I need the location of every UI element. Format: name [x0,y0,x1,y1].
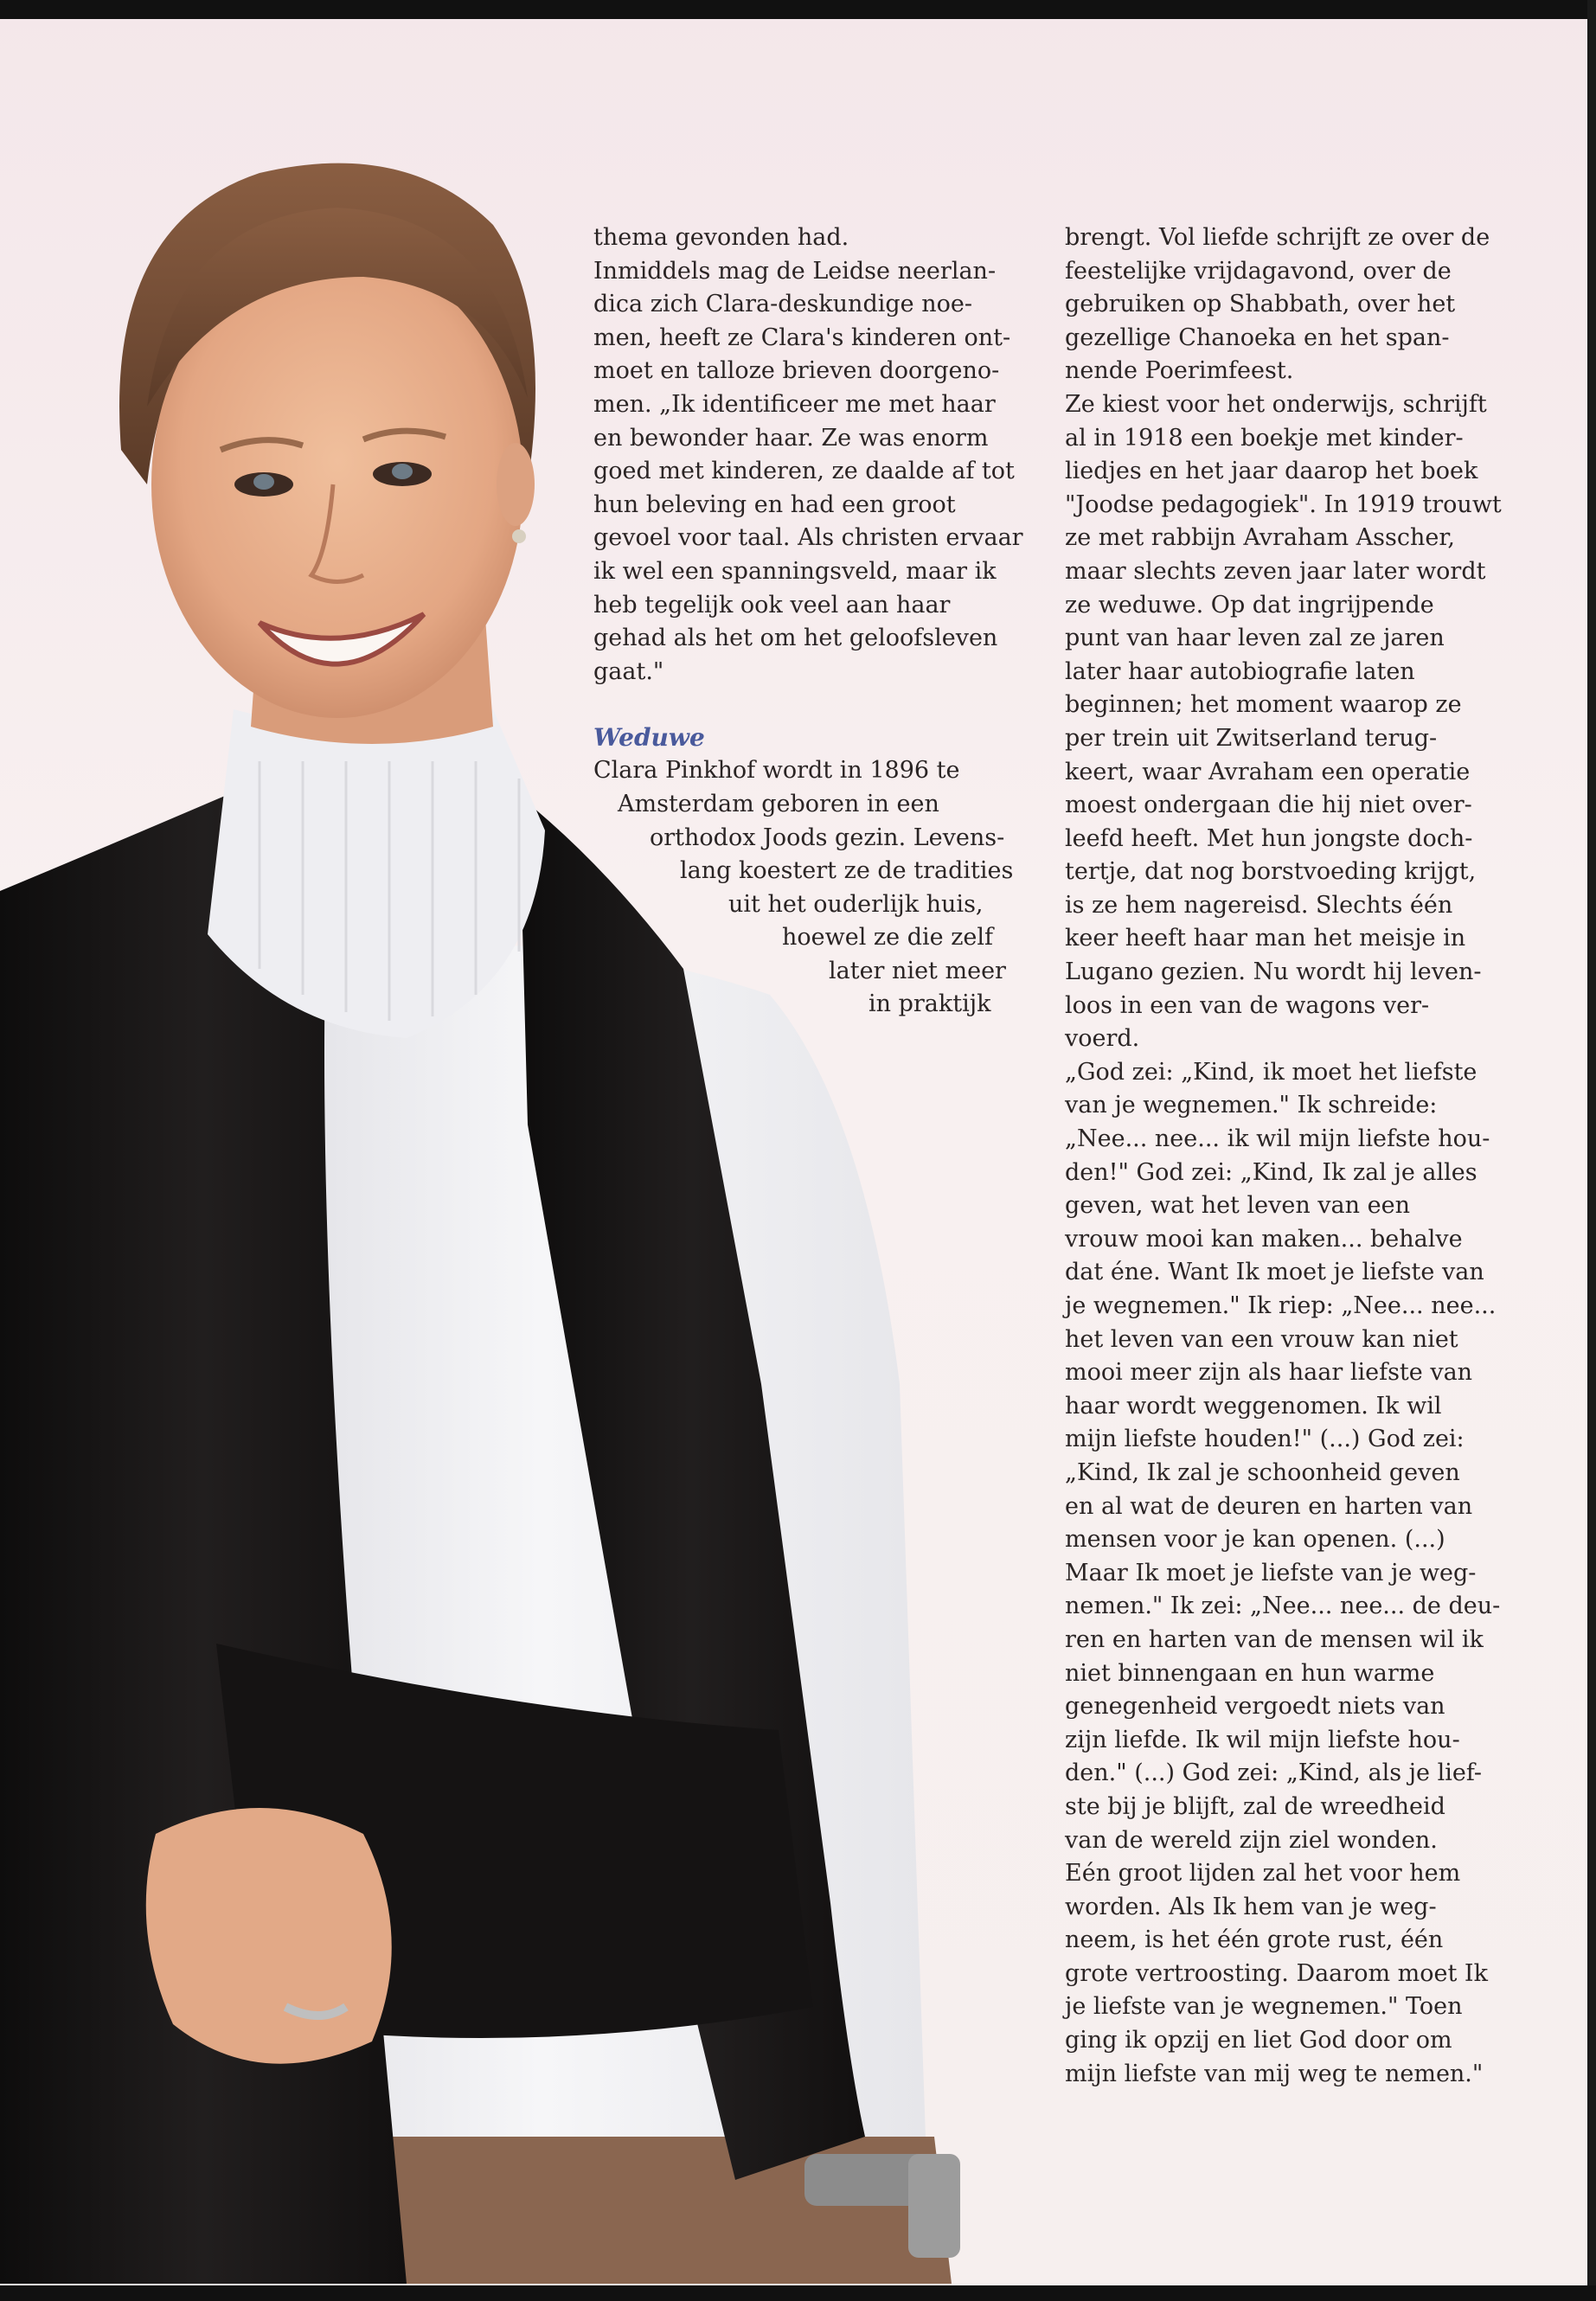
text-line: liedjes en het jaar daarop het boek [1065,458,1478,485]
text-line: Ze kiest voor het onderwijs, schrijft [1065,390,1487,418]
text-line: den." (...) God zei: „Kind, als je lief- [1065,1759,1482,1787]
text-line: al in 1918 een boekje met kinder- [1065,424,1464,452]
text-line: den!" God zei: „Kind, Ik zal je alles [1065,1158,1477,1186]
text-line: lang koestert ze de tradities [680,857,1014,885]
text-line: gebruiken op Shabbath, over het [1065,291,1456,318]
text-line: punt van haar leven zal ze jaren [1065,625,1445,652]
text-line: ste bij je blijft, zal de wreedheid [1065,1792,1445,1820]
text-line: van je wegnemen." Ik schreide: [1065,1092,1438,1119]
text-line: thema gevonden had. [593,224,849,251]
text-line: keer heeft haar man het meisje in [1065,925,1466,952]
text-line: gevoel voor taal. Als christen ervaar [593,524,1023,552]
text-line: grote vertroosting. Daarom moet Ik [1065,1959,1488,1987]
text-line: voerd. [1065,1025,1140,1053]
text-line: ik wel een spanningsveld, maar ik [593,557,997,585]
text-line: men, heeft ze Clara's kinderen ont- [593,324,1011,351]
text-line: orthodox Joods gezin. Levens- [650,824,1005,851]
text-line: vrouw mooi kan maken... behalve [1065,1225,1463,1253]
text-line: hun beleving en had een groot [593,490,956,518]
text-line: loos in een van de wagons ver- [1065,991,1430,1019]
hand [146,1808,392,2064]
text-line: Lugano gezien. Nu wordt hij leven- [1065,958,1482,986]
text-line: ren en harten van de mensen wil ik [1065,1625,1484,1653]
text-line: dat éne. Want Ik moet je liefste van [1065,1259,1484,1286]
text-line: niet binnengaan en hun warme [1065,1659,1435,1687]
text-line: per trein uit Zwitserland terug- [1065,724,1438,752]
text-line: genegenheid vergoedt niets van [1065,1693,1445,1721]
text-line: mijn liefste houden!" (...) God zei: [1065,1426,1465,1453]
text-line: het leven van een vrouw kan niet [1065,1325,1458,1353]
text-line: heb tegelijk ook veel aan haar [593,591,951,619]
text-line: hoewel ze die zelf [782,924,994,952]
text-line: in praktijk [869,990,991,1018]
text-line: goed met kinderen, ze daalde af tot [593,458,1015,485]
text-line: „Kind, Ik zal je schoonheid geven [1065,1458,1460,1486]
text-line: maar slechts zeven jaar later wordt [1065,557,1486,585]
text-line: nende Poerimfeest. [1065,357,1294,385]
text-line: „God zei: „Kind, ik moet het liefste [1065,1058,1477,1086]
text-line: zijn liefde. Ik wil mijn liefste hou- [1065,1726,1460,1753]
scan-border-top [0,0,1596,19]
scan-border-right [1587,0,1596,2301]
text-line: Inmiddels mag de Leidse neerlan- [593,257,997,285]
text-line: beginnen; het moment waarop ze [1065,691,1462,719]
text-line: later haar autobiografie laten [1065,657,1415,685]
text-line: Clara Pinkhof wordt in 1896 te [593,757,960,785]
text-line: ze weduwe. Op dat ingrijpende [1065,591,1434,619]
text-line: „Nee... nee... ik wil mijn liefste hou- [1065,1125,1490,1153]
text-line: mooi meer zijn als haar liefste van [1065,1359,1473,1387]
text-line: "Joodse pedagogiek". In 1919 trouwt [1065,490,1502,518]
text-line: je liefste van je wegnemen." Toen [1065,1993,1463,2021]
text-line: worden. Als Ik hem van je weg- [1065,1893,1437,1920]
text-line: dica zich Clara-deskundige noe- [593,291,972,318]
text-line: mensen voor je kan openen. (...) [1065,1526,1445,1554]
text-line: en bewonder haar. Ze was enorm [593,424,989,452]
text-line: nemen." Ik zei: „Nee... nee... de deu- [1065,1593,1501,1620]
text-line: van de wereld zijn ziel wonden. [1065,1826,1438,1854]
text-line: gaat." [593,657,664,685]
text-line: neem, is het één grote rust, één [1065,1926,1444,1954]
text-line: later niet meer [829,957,1006,984]
text-line: haar wordt weggenomen. Ik wil [1065,1392,1442,1420]
text-line: moet en talloze brieven doorgeno- [593,357,1000,385]
text-line: ging ik opzij en liet God door om [1065,2027,1452,2054]
scan-border-bottom [0,2285,1596,2301]
text-line: geven, wat het leven van een [1065,1192,1410,1220]
text-line: men. „Ik identificeer me met haar [593,390,996,418]
text-line: gezellige Chanoeka en het span- [1065,324,1450,351]
section-heading: Weduwe [593,723,705,753]
text-line: gehad als het om het geloofsleven [593,625,998,652]
text-line: Maar Ik moet je liefste van je weg- [1065,1559,1477,1586]
text-line: brengt. Vol liefde schrijft ze over de [1065,224,1490,251]
text-line: feestelijke vrijdagavond, over de [1065,257,1452,285]
text-line: tertje, dat nog borstvoeding krijgt, [1065,858,1477,886]
article-column-left [593,221,1026,1022]
text-line: je wegnemen." Ik riep: „Nee... nee... [1065,1292,1497,1319]
text-line: Eén groot lijden zal het voor hem [1065,1860,1461,1888]
text-line: is ze hem nagereisd. Slechts één [1065,891,1453,919]
text-line: keert, waar Avraham een operatie [1065,758,1471,785]
text-line: moest ondergaan die hij niet over- [1065,792,1472,819]
text-line: uit het ouderlijk huis, [728,890,984,918]
text-line: ze met rabbijn Avraham Asscher, [1065,524,1455,552]
text-line: Amsterdam geboren in een [618,790,939,817]
text-line: leefd heeft. Met hun jongste doch- [1065,824,1473,852]
text-line: en al wat de deuren en harten van [1065,1492,1473,1520]
text-line: mijn liefste van mij weg te nemen." [1065,2060,1484,2087]
article-column-right [1065,221,1515,2091]
